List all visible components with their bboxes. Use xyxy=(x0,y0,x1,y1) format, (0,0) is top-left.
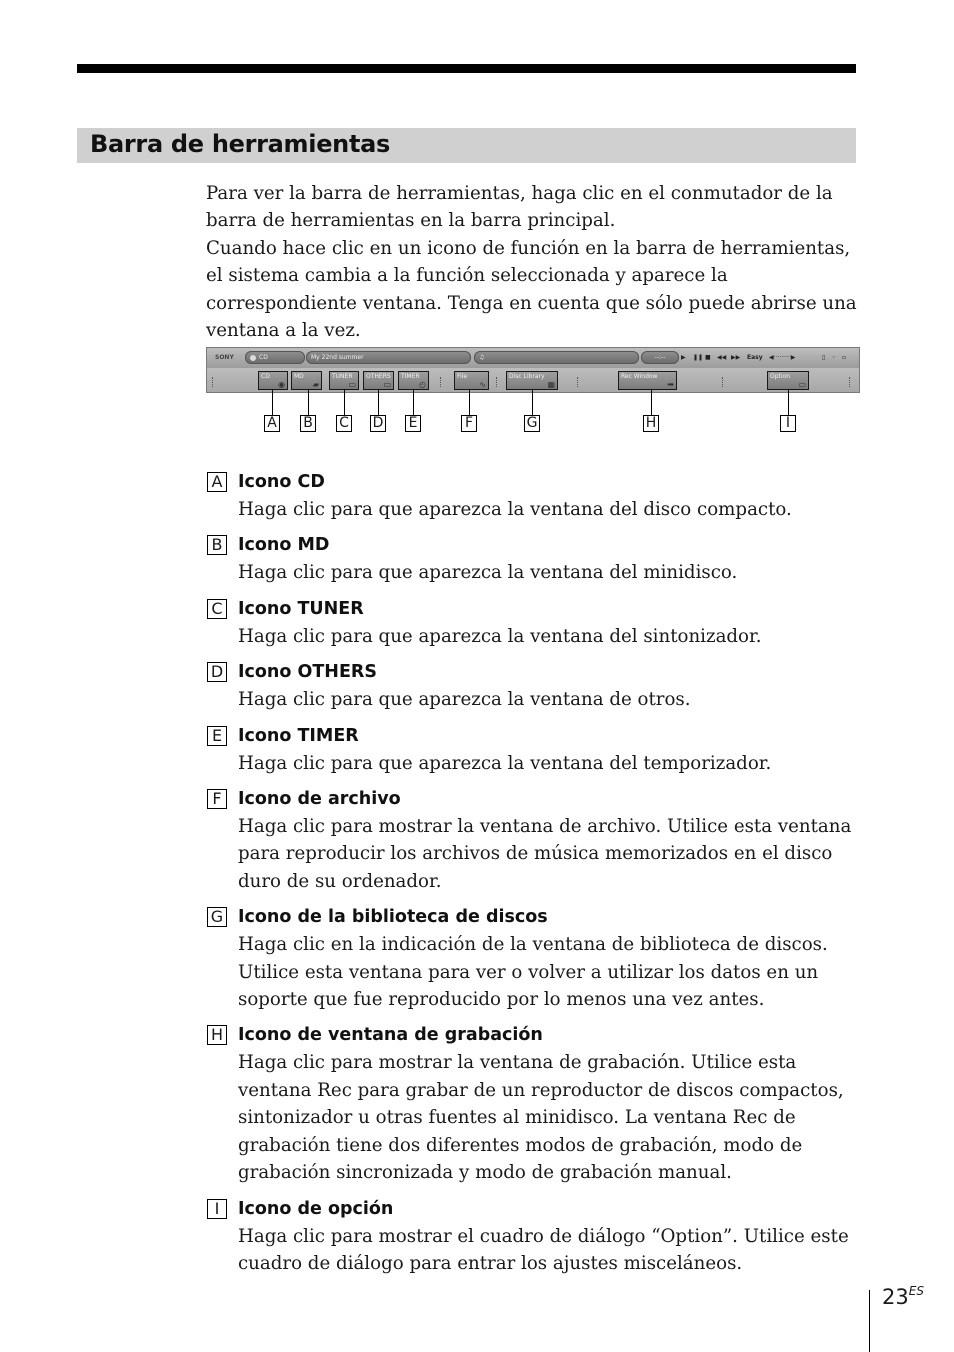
intro-text xyxy=(206,180,858,344)
intro-paragraph-2: Cuando hace clic en un icono de función en la barra de herramientas, el sistema cambia a la función seleccionada y aparece la correspondiente ventana. Tenga en cuenta que sólo puede abrirse una ventana a la vez. xyxy=(206,237,857,342)
play-icon[interactable]: ▶ xyxy=(681,354,686,361)
source-label: CD xyxy=(259,354,268,361)
mode-label[interactable]: Easy xyxy=(747,354,763,361)
callout-line xyxy=(788,389,789,415)
item-letter-badge: A xyxy=(207,472,227,492)
brand-logo: SONY xyxy=(215,354,234,361)
toolbar-row xyxy=(207,368,859,393)
file-button[interactable]: File ∿ xyxy=(454,371,489,390)
item-letter-badge: G xyxy=(207,907,227,927)
callout-b: B xyxy=(300,415,316,432)
list-item xyxy=(206,785,866,895)
item-letter-badge: F xyxy=(207,789,227,809)
callout-line xyxy=(469,389,470,415)
list-item xyxy=(206,595,866,650)
previous-icon[interactable]: ◀◀ xyxy=(717,354,727,361)
item-title: Icono de ventana de grabación xyxy=(238,1025,543,1046)
item-letter-badge: H xyxy=(207,1025,227,1045)
item-title: Icono MD xyxy=(238,535,330,556)
item-description: Haga clic para que aparezca la ventana del sintonizador. xyxy=(238,625,762,647)
next-icon[interactable]: ▶▶ xyxy=(731,354,741,361)
timer-icon: ◴ xyxy=(419,380,426,389)
callout-line xyxy=(344,389,345,415)
callout-line xyxy=(651,389,652,415)
item-description: Haga clic en la indicación de la ventana de biblioteca de discos. Utilice esta ventana para ver o volver a utilizar los datos en un soporte que fue reproducido por lo menos una vez antes. xyxy=(238,934,828,1011)
cd-button[interactable]: CD ◉ xyxy=(258,371,288,390)
option-icon: ▭ xyxy=(798,380,806,389)
page-number-suffix: ES xyxy=(908,1284,924,1298)
callout-line xyxy=(272,389,273,415)
item-title: Icono CD xyxy=(238,472,325,492)
callout-d: D xyxy=(370,415,386,432)
disc-icon xyxy=(250,355,256,361)
grip-handle xyxy=(722,377,725,387)
grip-handle xyxy=(577,377,580,387)
callout-line xyxy=(378,389,379,415)
item-description: Haga clic para mostrar la ventana de archivo. Utilice esta ventana para reproducir los archivos de música memorizados en el disco duro de su ordenador. xyxy=(238,816,852,892)
item-title: Icono de la biblioteca de discos xyxy=(238,907,548,928)
item-title: Icono de opción xyxy=(238,1198,394,1219)
callout-a: A xyxy=(264,415,280,432)
section-title: Barra de herramientas xyxy=(90,130,391,158)
md-button[interactable]: MD ▰ xyxy=(291,371,322,390)
callout-h: H xyxy=(643,415,659,432)
rec-window-button[interactable]: Rec Window ➡ xyxy=(618,371,677,390)
item-letter-badge: E xyxy=(207,726,227,746)
list-item xyxy=(206,1021,866,1186)
time-display xyxy=(641,351,679,364)
close-icon[interactable]: ▫ xyxy=(842,354,847,361)
page-number: $23^{ES}$ xyxy=(882,1284,924,1309)
volume-slider[interactable]: ◀·········▶ xyxy=(769,354,796,361)
music-note-display xyxy=(474,351,639,364)
source-display[interactable] xyxy=(245,351,305,364)
item-letter-badge: D xyxy=(207,662,227,682)
list-item xyxy=(206,531,866,586)
item-letter-badge: I xyxy=(207,1199,227,1219)
top-rule xyxy=(77,64,856,73)
item-description: Haga clic para mostrar la ventana de grabación. Utilice esta ventana Rec para grabar de un reproductor de discos compactos, sintonizador u otras fuentes al minidisco. La ventana Rec de grabación tiene dos diferentes modos de grabación, modo de grabación sincronizada y modo de grabación manual. xyxy=(238,1052,844,1184)
option-button[interactable]: Option ▭ xyxy=(767,371,809,390)
item-description: Haga clic para que aparezca la ventana del disco compacto. xyxy=(238,499,792,520)
item-title: Icono TIMER xyxy=(238,725,359,746)
tuner-icon: ▭ xyxy=(348,380,356,389)
list-item xyxy=(206,658,866,713)
item-list xyxy=(206,468,866,1285)
list-item xyxy=(206,1195,866,1278)
timer-button[interactable]: TIMER ◴ xyxy=(398,371,429,390)
toolbar-switch-icon[interactable]: ▯ xyxy=(822,354,826,361)
callout-line xyxy=(308,389,309,415)
others-button[interactable]: OTHERS ▭ xyxy=(363,371,394,390)
others-icon: ▭ xyxy=(383,380,391,389)
grip-handle xyxy=(849,377,852,387)
pause-icon[interactable]: ❚❚ xyxy=(693,354,704,361)
item-letter-badge: C xyxy=(207,599,227,619)
rec-arrow-icon: ➡ xyxy=(667,380,674,389)
callout-f: F xyxy=(461,415,477,432)
track-title: My 22nd summer xyxy=(311,354,364,361)
item-title: Icono de archivo xyxy=(238,789,401,810)
disc-library-button[interactable]: Disc Library ▦ xyxy=(506,371,558,390)
callout-line xyxy=(413,389,414,415)
item-letter-badge: B xyxy=(207,535,227,555)
page-margin-rule xyxy=(869,1290,870,1352)
item-title: Icono OTHERS xyxy=(238,662,377,683)
tuner-button[interactable]: TUNER ▭ xyxy=(329,371,359,390)
item-description: Haga clic para que aparezca la ventana del minidisco. xyxy=(238,562,738,584)
cd-icon: ◉ xyxy=(278,380,285,389)
item-description: Haga clic para mostrar el cuadro de diálogo “Option”. Utilice este cuadro de diálogo para entrar los ajustes misceláneos. xyxy=(238,1225,849,1274)
md-icon: ▰ xyxy=(312,380,319,389)
grip-handle xyxy=(212,377,215,387)
intro-paragraph-1: Para ver la barra de herramientas, haga clic en el conmutador de la barra de herramientas en la barra principal. xyxy=(206,183,833,232)
minimize-icon[interactable]: ◦ xyxy=(832,354,836,361)
list-item xyxy=(206,722,866,777)
callout-line xyxy=(532,389,533,415)
time-readout: --:-- xyxy=(654,354,666,361)
callout-i: I xyxy=(780,415,796,432)
callout-c: C xyxy=(336,415,352,432)
list-item xyxy=(206,468,866,523)
grip-handle xyxy=(440,377,443,387)
music-note-icon: ♫ xyxy=(479,354,485,361)
stop-icon[interactable]: ■ xyxy=(705,354,711,361)
main-bar xyxy=(207,348,859,369)
disc-library-icon: ▦ xyxy=(547,380,555,389)
item-title: Icono TUNER xyxy=(238,598,364,619)
item-description: Haga clic para que aparezca la ventana de otros. xyxy=(238,689,691,711)
callout-g: G xyxy=(524,415,540,432)
list-item xyxy=(206,903,866,1013)
callout-e: E xyxy=(405,415,421,432)
grip-handle xyxy=(496,377,499,387)
track-title-display xyxy=(306,351,471,364)
section-header xyxy=(77,128,856,163)
item-description: Haga clic para que aparezca la ventana del temporizador. xyxy=(238,752,772,774)
toolbar-screenshot xyxy=(206,347,860,393)
file-icon: ∿ xyxy=(479,380,486,389)
